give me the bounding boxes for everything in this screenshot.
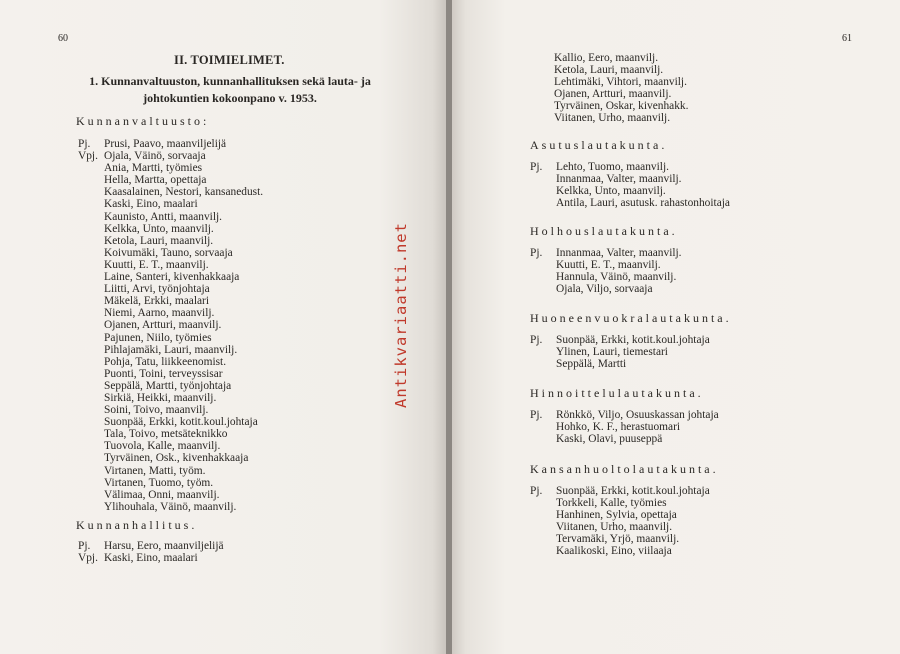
section-heading-kunnanhallitus: Kunnanhallitus. xyxy=(76,518,198,532)
member-entry xyxy=(78,356,263,368)
role-label: Vpj. xyxy=(78,150,98,163)
member-entry xyxy=(530,497,710,509)
member-entry xyxy=(78,259,263,271)
page-number: 60 xyxy=(58,33,68,44)
member-entry xyxy=(530,334,710,346)
section-heading-kansanhuoltolautakunta: Kansanhuoltolautakunta. xyxy=(530,462,719,476)
member-name: Soini, Toivo, maanvilj. xyxy=(104,404,209,417)
member-name: Torkkeli, Kalle, työmies xyxy=(556,497,667,510)
section-heading-kunnanvaltuusto: Kunnanvaltuusto: xyxy=(76,114,210,128)
member-entry xyxy=(78,501,263,513)
member-entry xyxy=(530,409,719,421)
member-entry xyxy=(530,545,710,557)
member-entry xyxy=(528,64,688,76)
member-name: Suonpää, Erkki, kotit.koul.johtaja xyxy=(556,334,710,346)
role-label: Pj. xyxy=(530,161,543,173)
member-name: Lehto, Tuomo, maanvilj. xyxy=(556,161,669,173)
member-entry xyxy=(530,283,682,295)
member-entry xyxy=(78,540,224,552)
member-list-continued xyxy=(528,52,688,125)
member-name: Kelkka, Unto, maanvilj. xyxy=(556,185,666,198)
member-entry xyxy=(530,271,682,283)
member-entry xyxy=(530,358,710,370)
member-name: Hella, Martta, opettaja xyxy=(104,174,207,187)
member-name: Mäkelä, Erkki, maalari xyxy=(104,295,210,308)
member-entry xyxy=(78,552,224,564)
member-name: Kuutti, E. T., maanvilj. xyxy=(104,258,209,271)
member-name: Prusi, Paavo, maanviljelijä xyxy=(104,138,227,150)
member-entry xyxy=(530,533,710,545)
member-entry xyxy=(78,465,263,477)
member-list-hinnoittelulautakunta xyxy=(530,409,719,445)
member-name: Ojala, Viljo, sorvaaja xyxy=(556,283,653,296)
member-entry xyxy=(530,173,730,185)
role-label: Pj. xyxy=(530,247,543,259)
member-name: Tyrväinen, Osk., kivenhakkaaja xyxy=(104,452,249,465)
role-label: Pj. xyxy=(530,409,543,421)
member-name: Tyrväinen, Oskar, kivenhakk. xyxy=(554,100,689,113)
member-name: Harsu, Eero, maanviljelijä xyxy=(104,540,224,552)
member-name: Kaalikoski, Eino, viilaaja xyxy=(556,545,672,558)
member-entry xyxy=(530,185,730,197)
member-name: Sirkiä, Heikki, maanvilj. xyxy=(104,391,217,404)
member-entry xyxy=(530,421,719,433)
subtitle-line-2: johtokuntien kokoonpano v. 1953. xyxy=(143,91,317,105)
member-entry xyxy=(78,283,263,295)
member-name: Pihlajamäki, Lauri, maanvilj. xyxy=(104,343,238,356)
member-name: Seppälä, Martti, työnjohtaja xyxy=(104,379,232,392)
member-list-huoneenvuokralautakunta xyxy=(530,334,710,370)
member-entry xyxy=(78,223,263,235)
member-entry xyxy=(78,344,263,356)
member-list-kunnanhallitus xyxy=(78,540,224,564)
member-entry xyxy=(78,186,263,198)
member-list-asutuslautakunta xyxy=(530,161,730,209)
role-label: Pj. xyxy=(78,540,91,552)
section-heading-hinnoittelulautakunta: Hinnoittelulautakunta. xyxy=(530,386,704,400)
member-entry xyxy=(78,428,263,440)
member-entry xyxy=(78,307,263,319)
member-name: Lehtimäki, Vihtori, maanvilj. xyxy=(554,76,687,89)
member-name: Suonpää, Erkki, kotit.koul.johtaja xyxy=(556,485,710,497)
member-entry xyxy=(78,198,263,210)
member-entry xyxy=(528,52,688,64)
member-entry xyxy=(78,477,263,489)
member-entry xyxy=(530,346,710,358)
member-name: Ylihouhala, Väinö, maanvilj. xyxy=(104,500,237,513)
member-name: Hannula, Väinö, maanvilj. xyxy=(556,271,677,284)
member-entry xyxy=(78,452,263,464)
left-page xyxy=(0,0,446,654)
member-name: Ojala, Väinö, sorvaaja xyxy=(104,150,206,163)
member-name: Innanmaa, Valter, maanvilj. xyxy=(556,247,682,259)
member-name: Innanmaa, Valter, maanvilj. xyxy=(556,173,682,186)
role-label: Pj. xyxy=(78,138,91,150)
member-entry xyxy=(78,404,263,416)
subtitle-line-1: 1. Kunnanvaltuuston, kunnanhallituksen sekä lauta- ja xyxy=(89,74,371,88)
member-entry xyxy=(528,88,688,100)
member-name: Kallio, Eero, maanvilj. xyxy=(554,52,659,64)
member-name: Liitti, Arvi, työnjohtaja xyxy=(104,283,210,296)
member-entry xyxy=(530,259,682,271)
member-name: Virtanen, Tuomo, työm. xyxy=(104,476,214,489)
member-entry xyxy=(78,319,263,331)
member-name: Ojanen, Artturi, maanvilj. xyxy=(554,88,672,101)
member-entry xyxy=(78,440,263,452)
member-entry xyxy=(530,197,730,209)
member-entry xyxy=(78,332,263,344)
member-entry xyxy=(78,271,263,283)
member-name: Rönkkö, Viljo, Osuuskassan johtaja xyxy=(556,409,719,421)
member-entry xyxy=(78,392,263,404)
member-name: Puonti, Toini, terveyssisar xyxy=(104,367,223,380)
member-name: Ketola, Lauri, maanvilj. xyxy=(104,234,214,247)
member-entry xyxy=(528,76,688,88)
member-name: Antila, Lauri, asutusk. rahastonhoitaja xyxy=(556,197,730,210)
member-entry xyxy=(78,380,263,392)
member-name: Ketola, Lauri, maanvilj. xyxy=(554,64,664,77)
member-name: Kaski, Eino, maalari xyxy=(104,198,198,211)
member-entry xyxy=(78,211,263,223)
member-name: Suonpää, Erkki, kotit.koul.johtaja xyxy=(104,416,258,429)
member-entry xyxy=(528,112,688,124)
member-list-kunnanvaltuusto xyxy=(78,138,263,513)
member-name: Pajunen, Niilo, työmies xyxy=(104,331,212,344)
member-entry xyxy=(78,235,263,247)
member-entry xyxy=(78,247,263,259)
member-list-holhouslautakunta xyxy=(530,247,682,295)
member-entry xyxy=(78,138,263,150)
member-entry xyxy=(530,521,710,533)
member-name: Viitanen, Urho, maanvilj. xyxy=(554,112,671,125)
section-heading-asutuslautakunta: Asutuslautakunta. xyxy=(530,138,668,152)
member-name: Ania, Martti, työmies xyxy=(104,162,203,175)
member-entry xyxy=(78,162,263,174)
member-entry xyxy=(78,368,263,380)
member-name: Niemi, Aarno, maanvilj. xyxy=(104,307,215,320)
member-name: Tuovola, Kalle, maanvilj. xyxy=(104,440,221,453)
member-name: Kelkka, Unto, maanvilj. xyxy=(104,222,214,235)
member-name: Tala, Toivo, metsäteknikko xyxy=(104,428,228,441)
member-entry xyxy=(78,416,263,428)
member-name: Tervamäki, Yrjö, maanvilj. xyxy=(556,533,680,546)
section-subtitle xyxy=(80,73,380,107)
member-name: Kuutti, E. T., maanvilj. xyxy=(556,259,661,272)
member-entry xyxy=(528,100,688,112)
member-list-kansanhuoltolautakunta xyxy=(530,485,710,558)
role-label: Vpj. xyxy=(78,552,98,565)
member-entry xyxy=(78,150,263,162)
member-name: Viitanen, Urho, maanvilj. xyxy=(556,521,673,534)
right-page xyxy=(452,0,900,654)
section-heading-huoneenvuokralautakunta: Huoneenvuokralautakunta. xyxy=(530,311,732,325)
watermark-text: Antikvariaatti.net xyxy=(392,222,410,408)
member-name: Pohja, Tatu, liikkeenomist. xyxy=(104,355,227,368)
role-label: Pj. xyxy=(530,334,543,346)
member-name: Seppälä, Martti xyxy=(556,358,627,371)
member-name: Kaski, Olavi, puuseppä xyxy=(556,433,663,446)
member-name: Koivumäki, Tauno, sorvaaja xyxy=(104,246,233,259)
member-name: Välimaa, Onni, maanvilj. xyxy=(104,488,220,501)
member-entry xyxy=(78,489,263,501)
chapter-title: II. TOIMIELIMET. xyxy=(174,53,285,67)
page-number: 61 xyxy=(842,33,852,44)
member-name: Virtanen, Matti, työm. xyxy=(104,464,206,477)
member-name: Ylinen, Lauri, tiemestari xyxy=(556,346,668,359)
member-entry xyxy=(530,509,710,521)
member-entry xyxy=(530,247,682,259)
member-name: Kaunisto, Antti, maanvilj. xyxy=(104,210,223,223)
member-entry xyxy=(530,161,730,173)
member-entry xyxy=(78,295,263,307)
section-heading-holhouslautakunta: Holhouslautakunta. xyxy=(530,224,678,238)
role-label: Pj. xyxy=(530,485,543,497)
member-name: Ojanen, Artturi, maanvilj. xyxy=(104,319,222,332)
member-entry xyxy=(78,174,263,186)
member-name: Laine, Santeri, kivenhakkaaja xyxy=(104,271,240,284)
member-name: Kaski, Eino, maalari xyxy=(104,552,198,565)
member-entry xyxy=(530,485,710,497)
member-name: Kaasalainen, Nestori, kansanedust. xyxy=(104,186,264,199)
member-name: Hohko, K. F., herastuomari xyxy=(556,421,681,434)
member-entry xyxy=(530,433,719,445)
member-name: Hanhinen, Sylvia, opettaja xyxy=(556,509,677,522)
